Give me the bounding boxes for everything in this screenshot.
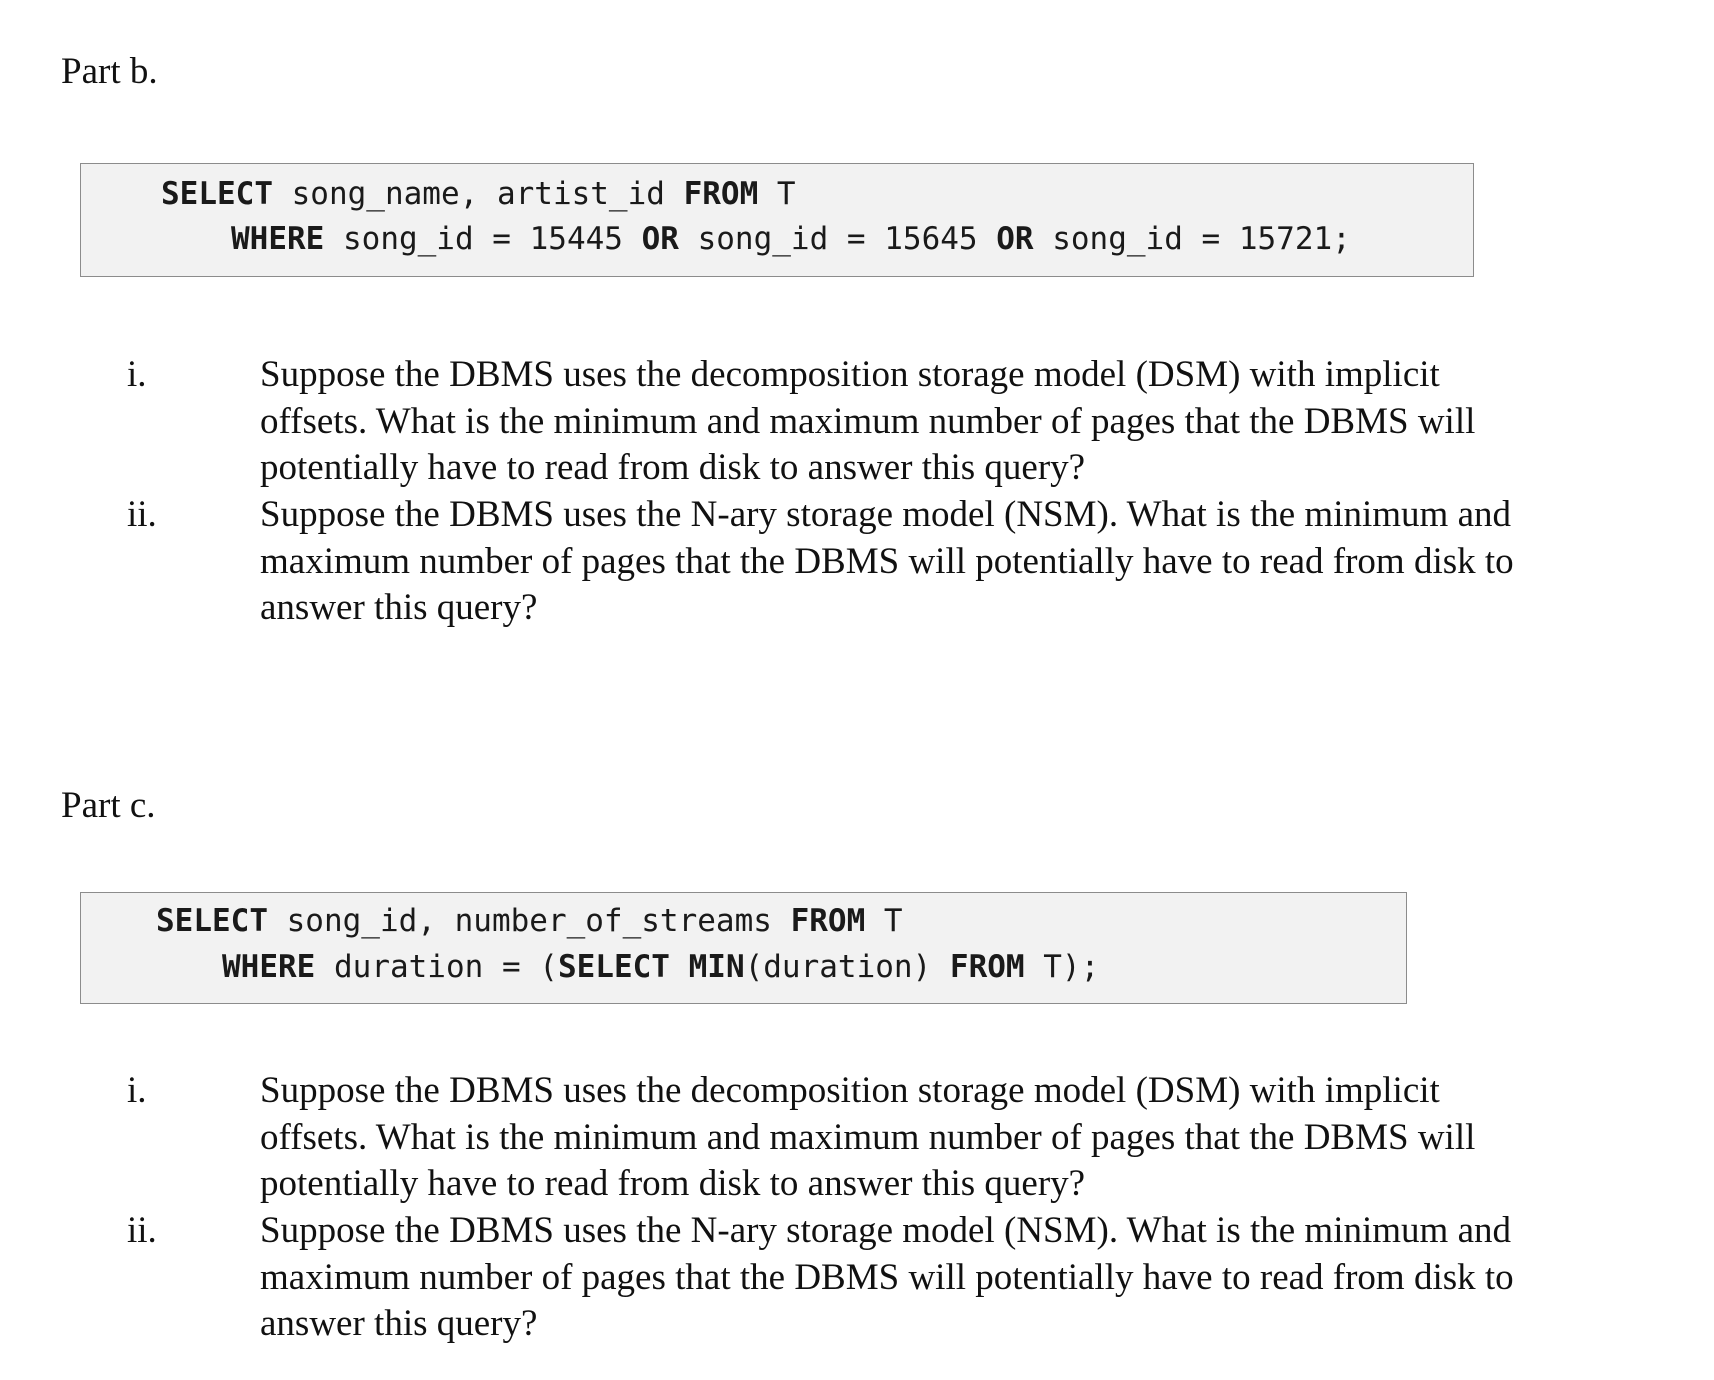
sql-text: song_id = 15721; — [1033, 221, 1351, 257]
part-c-sql-line-1 — [156, 901, 903, 941]
sql-text: song_id, number_of_streams — [267, 903, 791, 939]
question-line: offsets. What is the minimum and maximum number of pages that the DBMS will — [260, 1116, 1476, 1158]
sql-keyword: FROM — [683, 176, 759, 212]
question-line: Suppose the DBMS uses the decomposition storage model (DSM) with implicit — [260, 354, 1440, 395]
sql-text: song_id = 15645 — [678, 221, 997, 257]
question-line: Suppose the DBMS uses the N-ary storage model (NSM). What is the minimum and — [260, 1210, 1512, 1251]
sql-keyword: OR — [996, 221, 1034, 257]
question-number: i. — [127, 354, 147, 395]
question-number: ii. — [127, 494, 157, 535]
part-c-heading: Part c. — [61, 785, 156, 826]
sql-text: T — [865, 903, 903, 939]
sql-keyword: OR — [641, 221, 679, 257]
sql-keyword: WHERE — [222, 949, 316, 985]
sql-keyword: WHERE — [231, 221, 325, 257]
sql-keyword: SELECT — [161, 176, 273, 212]
question-text — [260, 1208, 1660, 1348]
part-c-sql-line-2 — [222, 947, 1099, 987]
question-line: maximum number of pages that the DBMS will potentially have to read from disk to — [260, 1256, 1514, 1298]
part-b-sql-code-block — [80, 163, 1474, 277]
question-text — [260, 352, 1660, 492]
part-c-sql-code-block — [80, 892, 1407, 1004]
sql-text: song_name, artist_id — [272, 176, 684, 212]
sql-keyword: SELECT — [156, 903, 268, 939]
sql-text: duration = ( — [315, 949, 558, 985]
sql-keyword: FROM — [790, 903, 866, 939]
question-line: answer this query? — [260, 587, 538, 628]
question-line: offsets. What is the minimum and maximum number of pages that the DBMS will — [260, 400, 1476, 442]
part-b-sql-line-2 — [231, 219, 1351, 259]
question-number: i. — [127, 1070, 147, 1111]
question-line: Suppose the DBMS uses the N-ary storage model (NSM). What is the minimum and — [260, 494, 1512, 535]
question-text — [260, 492, 1660, 632]
sql-text: T — [758, 176, 796, 212]
sql-text: song_id = 15445 — [324, 221, 642, 257]
question-line: answer this query? — [260, 1303, 538, 1344]
sql-keyword: FROM — [949, 949, 1025, 985]
question-line: Suppose the DBMS uses the decomposition storage model (DSM) with implicit — [260, 1070, 1440, 1111]
question-text — [260, 1068, 1660, 1208]
question-line: maximum number of pages that the DBMS will potentially have to read from disk to — [260, 540, 1514, 582]
part-b-sql-line-1 — [161, 174, 796, 214]
sql-text: T); — [1024, 949, 1100, 985]
question-line: potentially have to read from disk to answer this query? — [260, 447, 1086, 488]
question-number: ii. — [127, 1210, 157, 1251]
sql-keyword: SELECT MIN — [557, 949, 745, 985]
sql-text: (duration) — [744, 949, 950, 985]
part-b-heading: Part b. — [61, 51, 158, 92]
question-line: potentially have to read from disk to answer this query? — [260, 1163, 1086, 1204]
